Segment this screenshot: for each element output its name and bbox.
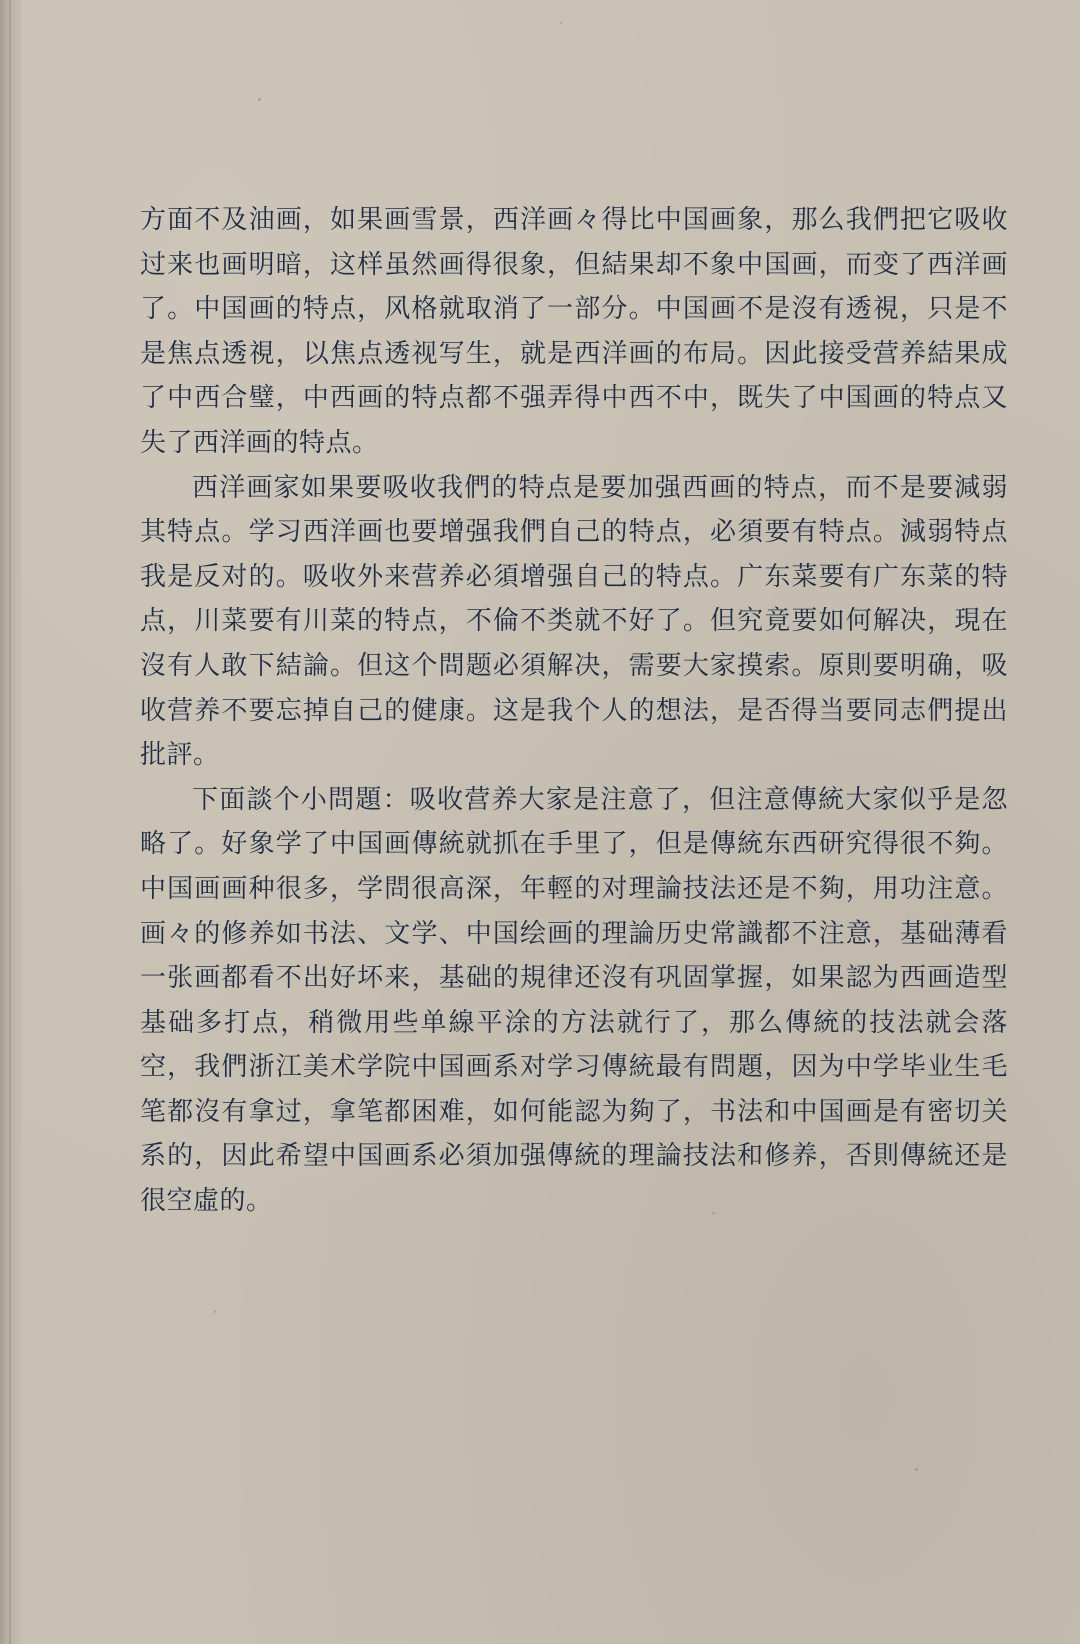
- binding-spine: [0, 0, 22, 1644]
- paper-speck: [258, 98, 261, 101]
- paragraph-3: 下面談个小問題：吸收营养大家是注意了，但注意傳統大家似乎是忽略了。好象学了中国画傳統就抓在手里了，但是傳統东西研究得很不夠。中国画画种很多，学問很高深，年輕的对理論技法还是不夠，用功注意。画々的修养如书法、文学、中国绘画的理論历史常識都不注意，基础薄看一张画都看不出好坏来，基础的規律还沒有巩固掌握，如果認为西画造型基础多打点，稍微用些单線平涂的方法就行了，那么傳統的技法就会落空，我們浙江美术学院中国画系对学习傳統最有問題，因为中学毕业生毛笔都沒有拿过，拿笔都困难，如何能認为夠了，书法和中国画是有密切关系的，因此希望中国画系必須加强傳統的理論技法和修养，否則傳統还是很空虛的。: [140, 784, 1008, 1217]
- paragraph-2: 西洋画家如果要吸收我們的特点是要加强西画的特点，而不是要減弱其特点。学习西洋画也要增强我們自己的特点，必須要有特点。減弱特点我是反对的。吸收外来营养必須增强自己的特点。广东菜要有广东菜的特点，川菜要有川菜的特点，不倫不类就不好了。但究竟要如何解决，現在沒有人敢下結論。但这个問题必須解决，需要大家摸索。原則要明确，吸收营养不要忘掉自己的健康。这是我个人的想法，是否得当要同志們提出批評。: [140, 472, 1008, 771]
- binding-crease: [9, 0, 11, 1644]
- paper-speck: [214, 1310, 216, 1313]
- paragraph-1: 方面不及油画，如果画雪景，西洋画々得比中国画象，那么我們把它吸收过来也画明暗，这样虽然画得很象，但結果却不象中国画，而变了西洋画了。中国画的特点，风格就取消了一部分。中国画不是沒有透視，只是不是焦点透視，以焦点透视写生，就是西洋画的布局。因此接受营养結果成了中西合璧，中西画的特点都不强弄得中西不中，既失了中国画的特点又失了西洋画的特点。: [140, 205, 1008, 458]
- body-text: [140, 198, 1008, 1224]
- paper-speck: [560, 22, 562, 24]
- paper-speck: [915, 1468, 918, 1471]
